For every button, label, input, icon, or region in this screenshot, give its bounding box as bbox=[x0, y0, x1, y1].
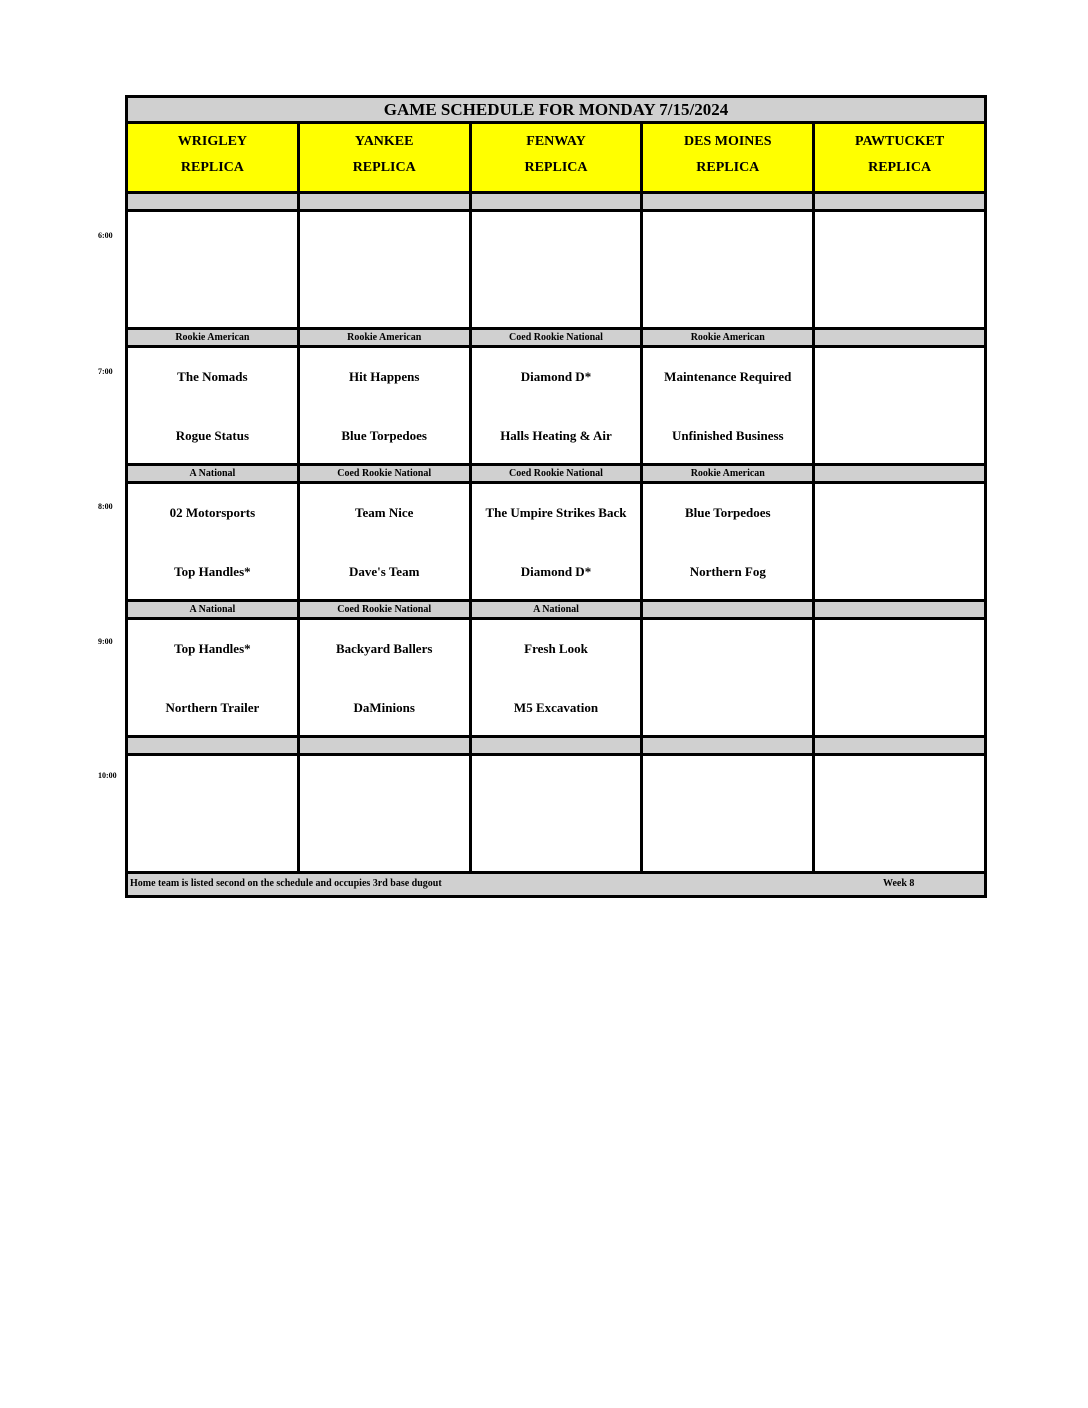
field-sub: REPLICA bbox=[696, 160, 760, 175]
home-team: Unfinished Business bbox=[671, 428, 784, 443]
division-label bbox=[643, 194, 815, 209]
home-team bbox=[472, 835, 641, 853]
game-cell bbox=[300, 484, 472, 599]
division-row bbox=[128, 738, 984, 756]
division-label: A National bbox=[128, 466, 300, 481]
field-sub: REPLICA bbox=[352, 160, 416, 175]
week-label: Week 8 bbox=[883, 878, 915, 889]
division-row bbox=[128, 466, 984, 484]
home-team bbox=[643, 835, 812, 853]
away-team bbox=[128, 776, 297, 794]
home-team: Halls Heating & Air bbox=[500, 428, 612, 443]
division-label: Rookie American bbox=[128, 330, 300, 345]
division-label: A National bbox=[128, 602, 300, 617]
division-label: Coed Rookie National bbox=[300, 466, 472, 481]
home-team bbox=[643, 699, 812, 717]
away-team: Backyard Ballers bbox=[335, 641, 433, 656]
game-slot-row bbox=[128, 348, 984, 466]
time-label-9: 9:00 bbox=[98, 637, 113, 646]
field-sub: REPLICA bbox=[180, 160, 244, 175]
division-label: Coed Rookie National bbox=[300, 602, 472, 617]
time-label-10: 10:00 bbox=[98, 771, 117, 780]
home-team: Rogue Status bbox=[175, 428, 250, 443]
division-label bbox=[300, 738, 472, 753]
away-team bbox=[472, 232, 641, 250]
away-team: Top Handles* bbox=[174, 641, 251, 656]
game-cell bbox=[128, 620, 300, 735]
game-slot-row bbox=[128, 620, 984, 738]
away-team: Fresh Look bbox=[524, 641, 588, 656]
home-team: Northern Fog bbox=[689, 564, 766, 579]
division-label: Coed Rookie National bbox=[472, 466, 644, 481]
home-team-note: Home team is listed second on the schedule and occupies 3rd base dugout bbox=[130, 878, 442, 889]
home-team bbox=[815, 563, 984, 581]
game-cell bbox=[643, 484, 815, 599]
game-cell bbox=[300, 756, 472, 871]
field-name: YANKEE bbox=[354, 134, 414, 149]
division-label: Rookie American bbox=[300, 330, 472, 345]
home-team: Diamond D* bbox=[520, 564, 592, 579]
game-cell bbox=[643, 212, 815, 327]
game-cell bbox=[128, 484, 300, 599]
time-label-8: 8:00 bbox=[98, 502, 113, 511]
away-team bbox=[815, 232, 984, 250]
game-cell bbox=[643, 348, 815, 463]
game-cell bbox=[472, 484, 644, 599]
away-team bbox=[815, 368, 984, 386]
field-name: PAWTUCKET bbox=[854, 134, 945, 149]
away-team bbox=[300, 776, 469, 794]
game-cell bbox=[815, 484, 984, 599]
field-header bbox=[300, 124, 472, 191]
away-team: The Nomads bbox=[177, 369, 248, 384]
home-team: DaMinions bbox=[353, 700, 415, 715]
field-header bbox=[643, 124, 815, 191]
schedule-title: GAME SCHEDULE FOR MONDAY 7/15/2024 bbox=[128, 98, 984, 124]
home-team bbox=[128, 835, 297, 853]
home-team bbox=[815, 291, 984, 309]
division-row bbox=[128, 602, 984, 620]
division-label bbox=[128, 194, 300, 209]
game-slot-row bbox=[128, 756, 984, 874]
time-label-7: 7:00 bbox=[98, 367, 113, 376]
game-slot-row bbox=[128, 212, 984, 330]
game-slot-row bbox=[128, 484, 984, 602]
home-team bbox=[128, 291, 297, 309]
field-header bbox=[815, 124, 984, 191]
away-team: Hit Happens bbox=[348, 369, 420, 384]
field-name: FENWAY bbox=[526, 134, 586, 149]
game-cell bbox=[472, 756, 644, 871]
home-team bbox=[300, 835, 469, 853]
away-team: Team Nice bbox=[355, 505, 414, 520]
game-cell bbox=[300, 620, 472, 735]
away-team bbox=[300, 232, 469, 250]
division-label: A National bbox=[472, 602, 644, 617]
game-cell bbox=[300, 348, 472, 463]
home-team bbox=[815, 699, 984, 717]
division-label bbox=[472, 194, 644, 209]
away-team: Maintenance Required bbox=[664, 369, 792, 384]
game-cell bbox=[472, 348, 644, 463]
schedule-table bbox=[125, 95, 987, 898]
away-team bbox=[815, 776, 984, 794]
division-label bbox=[815, 602, 984, 617]
away-team: Diamond D* bbox=[520, 369, 592, 384]
away-team: The Umpire Strikes Back bbox=[485, 505, 627, 520]
field-name: WRIGLEY bbox=[177, 134, 248, 149]
home-team: Dave's Team bbox=[348, 564, 420, 579]
division-label bbox=[815, 330, 984, 345]
game-cell bbox=[643, 620, 815, 735]
division-label bbox=[300, 194, 472, 209]
game-cell bbox=[815, 756, 984, 871]
game-cell bbox=[300, 212, 472, 327]
away-team bbox=[472, 776, 641, 794]
home-team: Northern Trailer bbox=[165, 700, 260, 715]
away-team bbox=[643, 640, 812, 658]
game-cell bbox=[128, 756, 300, 871]
division-label bbox=[815, 738, 984, 753]
division-label: Coed Rookie National bbox=[472, 330, 644, 345]
home-team: Top Handles* bbox=[174, 564, 251, 579]
home-team bbox=[815, 427, 984, 445]
division-row bbox=[128, 194, 984, 212]
away-team bbox=[128, 232, 297, 250]
division-label: Rookie American bbox=[643, 330, 815, 345]
away-team bbox=[643, 232, 812, 250]
division-label: Rookie American bbox=[643, 466, 815, 481]
home-team bbox=[643, 291, 812, 309]
away-team: Blue Torpedoes bbox=[684, 505, 771, 520]
away-team bbox=[643, 776, 812, 794]
game-cell bbox=[643, 756, 815, 871]
division-label bbox=[128, 738, 300, 753]
division-label bbox=[472, 738, 644, 753]
field-name: DES MOINES bbox=[684, 134, 772, 149]
away-team bbox=[815, 640, 984, 658]
field-header-row bbox=[128, 124, 984, 194]
home-team: M5 Excavation bbox=[513, 700, 599, 715]
field-sub: REPLICA bbox=[868, 160, 932, 175]
home-team bbox=[300, 291, 469, 309]
home-team bbox=[472, 291, 641, 309]
field-sub: REPLICA bbox=[524, 160, 588, 175]
game-cell bbox=[472, 212, 644, 327]
game-cell bbox=[815, 212, 984, 327]
division-label bbox=[643, 602, 815, 617]
game-cell bbox=[815, 348, 984, 463]
game-cell bbox=[472, 620, 644, 735]
game-cell bbox=[128, 212, 300, 327]
away-team bbox=[815, 504, 984, 522]
home-team bbox=[815, 835, 984, 853]
game-cell bbox=[815, 620, 984, 735]
division-label bbox=[643, 738, 815, 753]
game-cell bbox=[128, 348, 300, 463]
schedule-footer bbox=[128, 874, 984, 895]
division-label bbox=[815, 466, 984, 481]
time-label-6: 6:00 bbox=[98, 231, 113, 240]
away-team: 02 Motorsports bbox=[169, 505, 256, 520]
field-header bbox=[472, 124, 644, 191]
division-label bbox=[815, 194, 984, 209]
field-header bbox=[128, 124, 300, 191]
home-team: Blue Torpedoes bbox=[341, 428, 427, 443]
division-row bbox=[128, 330, 984, 348]
